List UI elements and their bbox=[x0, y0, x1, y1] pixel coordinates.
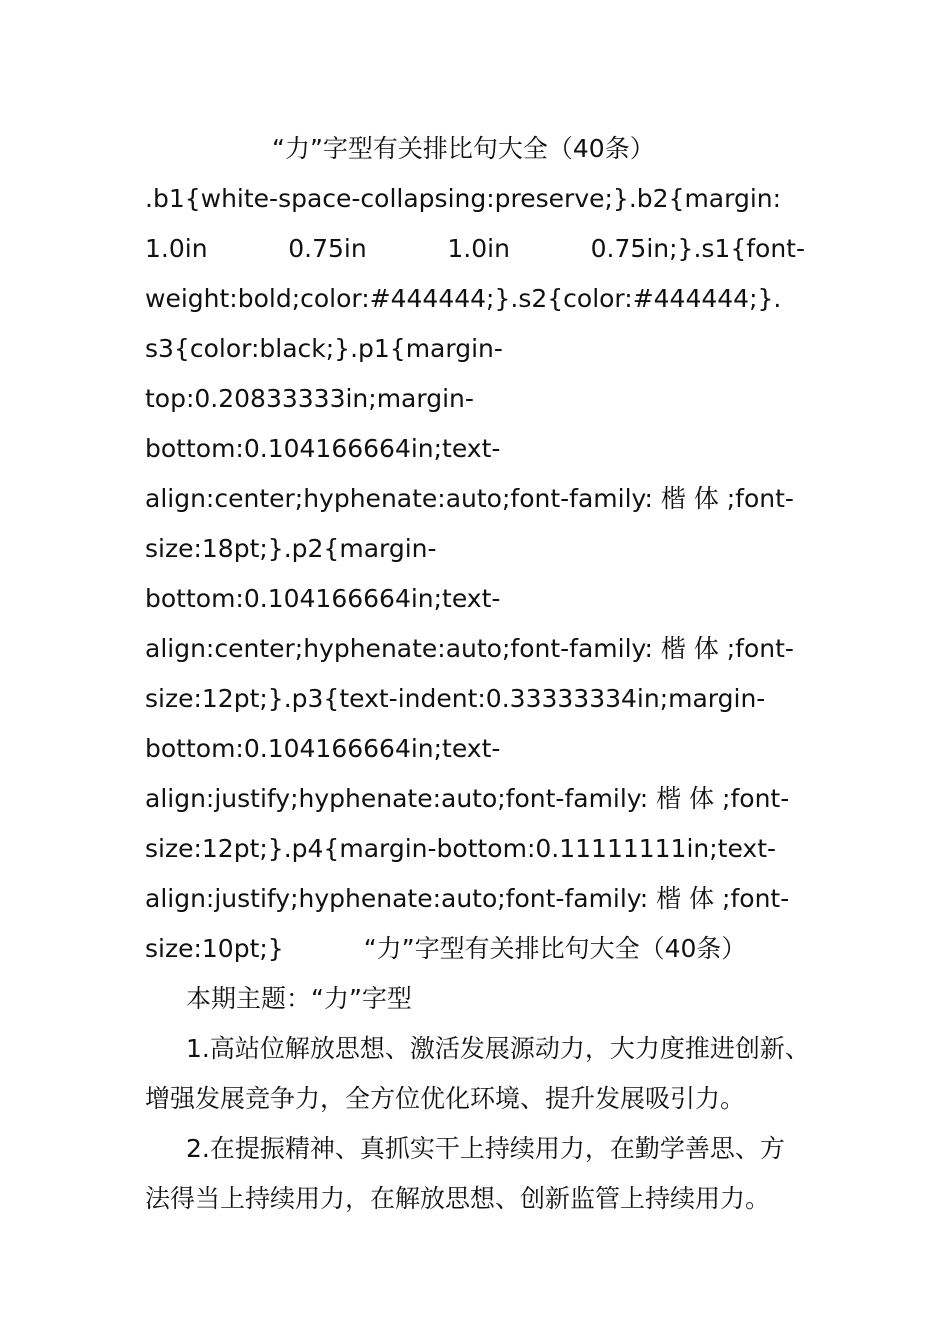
css-line: size:12pt;}.p3{text-indent:0.33333334in;margin- bbox=[145, 684, 766, 713]
css-line: size:12pt;}.p4{margin-bottom:0.11111111in;text- bbox=[145, 834, 777, 863]
css-line-spread bbox=[145, 234, 805, 264]
css-line: align:center;hyphenate:auto;font-family: 楷 体 ;font- bbox=[145, 634, 794, 663]
css-token: 0.75in bbox=[288, 234, 367, 263]
css-line-with-title bbox=[145, 934, 746, 964]
css-line: size:18pt;}.p2{margin- bbox=[145, 534, 437, 563]
item-2-line-1: 2.在提振精神、真抓实干上持续用力，在勤学善思、方 bbox=[186, 1134, 785, 1163]
css-token: size:10pt;} bbox=[145, 934, 284, 963]
css-line: s3{color:black;}.p1{margin- bbox=[145, 334, 503, 363]
inline-title: “力”字型有关排比句大全（40条） bbox=[363, 934, 747, 963]
theme-line: 本期主题：“力”字型 bbox=[186, 984, 412, 1013]
css-line: weight:bold;color:#444444;}.s2{color:#444444;}. bbox=[145, 284, 782, 313]
item-1-line-2: 增强发展竞争力，全方位优化环境、提升发展吸引力。 bbox=[145, 1084, 746, 1113]
item-2-line-2: 法得当上持续用力，在解放思想、创新监管上持续用力。 bbox=[145, 1184, 771, 1213]
css-line: bottom:0.104166664in;text- bbox=[145, 584, 501, 613]
css-line: align:justify;hyphenate:auto;font-family: 楷 体 ;font- bbox=[145, 884, 790, 913]
css-line: bottom:0.104166664in;text- bbox=[145, 734, 501, 763]
css-line: top:0.20833333in;margin- bbox=[145, 384, 474, 413]
css-line: align:center;hyphenate:auto;font-family: 楷 体 ;font- bbox=[145, 484, 794, 513]
css-token: 1.0in bbox=[447, 234, 510, 263]
document-title: “力”字型有关排比句大全（40条） bbox=[272, 134, 655, 163]
css-token: 1.0in bbox=[145, 234, 208, 263]
css-line: bottom:0.104166664in;text- bbox=[145, 434, 501, 463]
css-token: 0.75in;}.s1{font- bbox=[590, 234, 805, 263]
item-1-line-1: 1.高站位解放思想、激活发展源动力，大力度推进创新、 bbox=[186, 1034, 810, 1063]
css-line: .b1{white-space-collapsing:preserve;}.b2{margin: bbox=[145, 184, 782, 213]
css-line: align:justify;hyphenate:auto;font-family: 楷 体 ;font- bbox=[145, 784, 790, 813]
